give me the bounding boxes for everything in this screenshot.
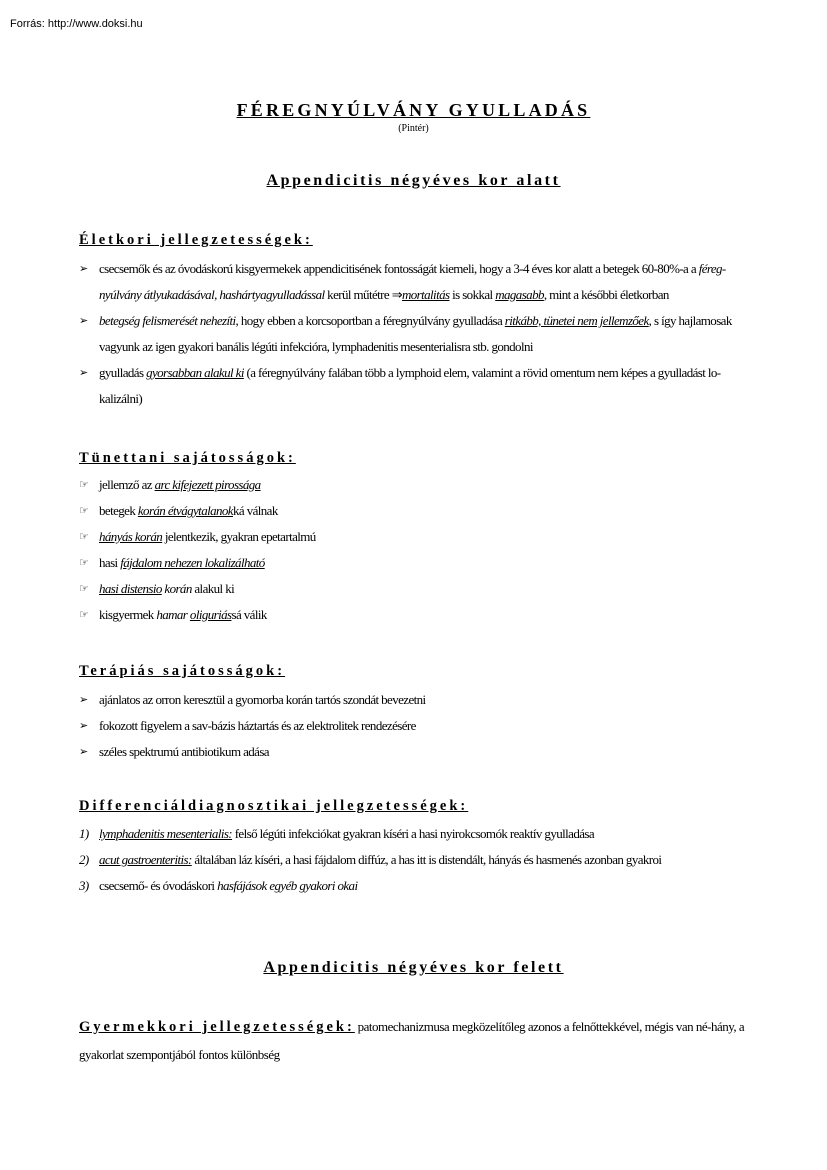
author: (Pintér) (398, 123, 429, 134)
arrowhead-icon: ➢ (79, 720, 88, 732)
section-title-under-four: Appendicitis négyéves kor alatt (266, 172, 561, 189)
pointing-hand-icon: ☞ (79, 609, 89, 621)
list-item: 3) csecsemő- és óvodáskori hasfájások egyéb gyakori okai (79, 878, 358, 893)
arrowhead-icon: ➢ (79, 367, 88, 379)
pointing-hand-icon: ☞ (79, 531, 89, 543)
source-line: Forrás: http://www.doksi.hu (10, 18, 143, 30)
list-item: ➢ csecsemők és az óvodáskorú kisgyermekek appendicitisének fontosságát kiemeli, hogy a 3-4 éves kor alatt a betegek 60-80%-a a féreg-nyúlvány átlyukadásával, hashártyagyulladással kerül műtétre ⇒mortalitás is sokkal magasabb, mint a későbbi életkorban (79, 256, 749, 308)
pointing-hand-icon: ☞ (79, 505, 89, 517)
symptoms-heading: Tünettani sajátosságok: (79, 450, 296, 466)
list-item: 2) acut gastroenteritis: általában láz kíséri, a hasi fájdalom diffúz, a has itt is distendált, hányás és hasmenés azonban gyakroi (79, 852, 662, 867)
list-item: 1) lymphadenitis mesenterialis: felső légúti infekciókat gyakran kíséri a hasi nyirokcsomók reaktív gyulladása (79, 826, 595, 841)
pointing-hand-icon: ☞ (79, 479, 89, 491)
page-title: FÉREGNYÚLVÁNY GYULLADÁS (236, 100, 591, 120)
list-item: ☞ jellemző az arc kifejezett pirossága (79, 472, 749, 498)
list-item: ☞ betegek korán étvágytalanokká válnak (79, 498, 749, 524)
therapy-list (79, 687, 749, 765)
list-item: ☞ kisgyermek hamar oliguriássá válik (79, 602, 749, 628)
age-list (79, 256, 749, 412)
arrowhead-icon: ➢ (79, 263, 88, 275)
therapy-heading: Terápiás sajátosságok: (79, 663, 286, 679)
differential-list (79, 821, 749, 899)
age-heading: Életkori jellegzetességek: (79, 232, 313, 248)
age-paragraph: Gyermekkori jellegzetességek: patomechanizmusa megközelítőleg azonos a felnőttekkével, mégis van né-hány, a gyakorlat szempontjából fontos különbség (79, 1019, 745, 1062)
differential-heading: Differenciáldiagnosztikai jellegzetességek: (79, 798, 469, 814)
symptoms-list (79, 472, 749, 628)
list-item: ☞ hányás korán jelentkezik, gyakran epetartalmú (79, 524, 749, 550)
section-title-over-four: Appendicitis négyéves kor felett (263, 959, 564, 976)
list-item: ☞ hasi distensio korán alakul ki (79, 576, 749, 602)
arrowhead-icon: ➢ (79, 315, 88, 327)
arrowhead-icon: ➢ (79, 694, 88, 706)
pointing-hand-icon: ☞ (79, 557, 89, 569)
arrowhead-icon: ➢ (79, 746, 88, 758)
pointing-hand-icon: ☞ (79, 583, 89, 595)
list-item: ➢ betegség felismerését nehezíti, hogy ebben a korcsoportban a féregnyúlvány gyulladása ritkább, tünetei nem jellemzőek, s így hajlamosak vagyunk az igen gyakori banális légúti infekcióra, lymphadenitis mesenterialisra stb. gondolni (79, 308, 749, 360)
implies-arrow: ⇒ (391, 287, 402, 302)
list-item: ➢ fokozott figyelem a sav-bázis háztartás és az elektrolitek rendezésére (79, 713, 749, 739)
list-item: ☞ hasi fájdalom nehezen lokalizálható (79, 550, 749, 576)
list-item: ➢ széles spektrumú antibiotikum adása (79, 739, 749, 765)
list-item: ➢ gyulladás gyorsabban alakul ki (a féregnyúlvány falában több a lymphoid elem, valamint a rövid omentum nem képes a gyulladást lo-kalizálni) (79, 360, 749, 412)
list-item: ➢ ajánlatos az orron keresztül a gyomorba korán tartós szondát bevezetni (79, 687, 749, 713)
